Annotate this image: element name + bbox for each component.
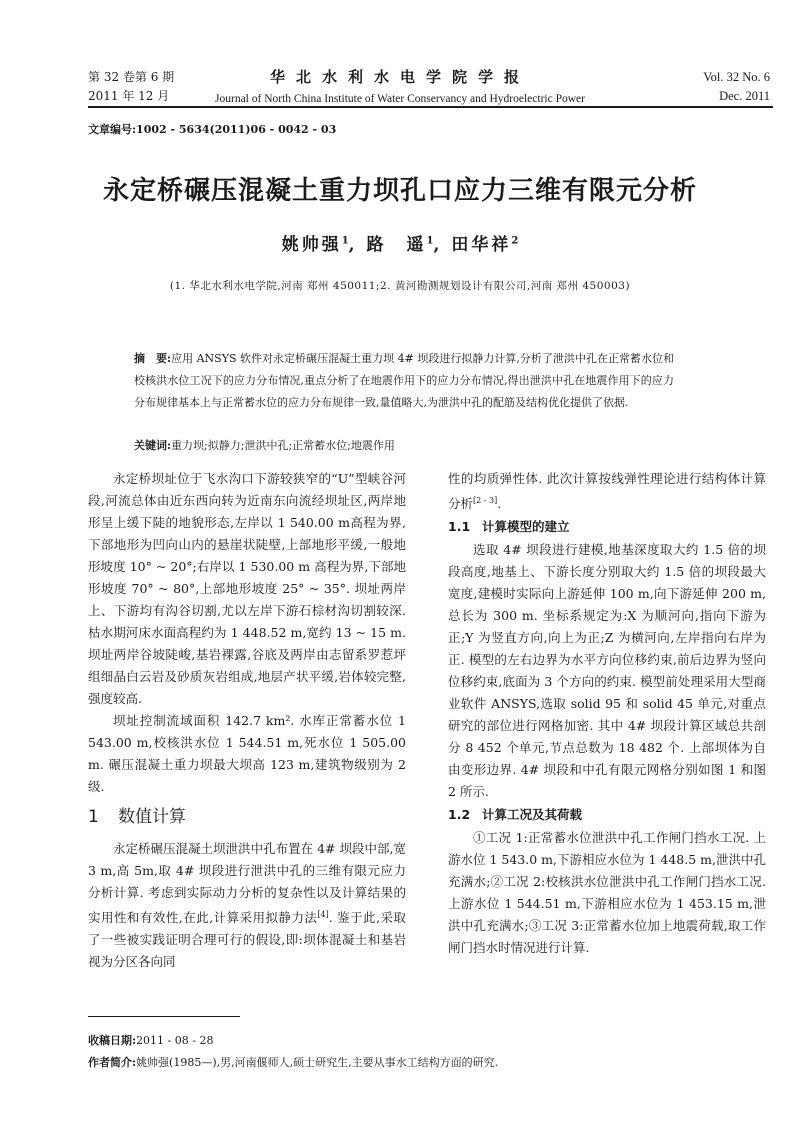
subsection-number: 1.1	[448, 519, 471, 535]
citation: [2 - 3]	[473, 496, 498, 505]
issue-date-en: Dec. 2011	[719, 89, 770, 103]
footnotes	[88, 1030, 498, 1074]
abstract-text: 应用 ANSYS 软件对永定桥碾压混凝土重力坝 4# 坝段进行拟静力计算,分析了泄洪中孔在正常蓄水位和校核洪水位工况下的应力分布情况,重点分析了在地震作用下的应力分布情况,得出泄洪中孔在地震作用下的应力分布规律基本上与正常蓄水位的应力分布规律一致,量值略大,为泄洪中孔的配筋及结构优化提供了依据.	[134, 352, 674, 409]
subsection-title: 计算模型的建立	[482, 519, 570, 535]
received-value: 2011 - 08 - 28	[136, 1034, 214, 1047]
citation: [4]	[317, 910, 329, 919]
bio-label: 作者简介:	[88, 1056, 137, 1069]
issue-date-cn: 2011 年 12 月	[88, 89, 170, 103]
abstract-label: 摘 要:	[134, 352, 172, 365]
keywords	[134, 437, 674, 455]
volume-en: Vol. 32 No. 6	[703, 70, 770, 84]
body-paragraph: 选取 4# 坝段进行建模,地基深度取大约 1.5 倍的坝段高度,地基上、下游长度分别取大约 1.5 倍的坝段最大宽度,建模时实际向上游延伸 100 m,向下游延伸 200 m,总长为 300 m. 坐标系规定为:X 为顺河向,指向下游为正;Y 为竖直方向,向上为正;Z 为横河向,左岸指向右岸为正. 模型的左右边界为水平方向位移约束,前后边界为竖向位移约束,底面为 3 个方向的约束. 模型前处理采用大型商业软件 ANSYS,选取 solid 95 和 solid 45 单元,对重点研究的部位进行网格加密. 其中 4# 坝段计算区域总共剖分 8 452 个单元,节点总数为 18 482 个. 上部坝体为自由变形边界. 4# 坝段和中孔有限元网格分别如图 1 和图 2 所示.	[448, 542, 766, 800]
subsection-heading	[448, 515, 766, 539]
affiliation: (1. 华北水利水电学院,河南 郑州 450011;2. 黄河勘测规划设计有限公司,河南 郑州 450003)	[169, 280, 631, 292]
author-name: 姚帅强	[281, 235, 342, 255]
section-number: 1	[88, 807, 99, 827]
paragraph-text: 永定桥碾压混凝土坝泄洪中孔布置在 4# 坝段中部,宽 3 m,高 5m,取 4# 坝段进行泄洪中孔的三维有限元应力分析计算. 考虑到实际动力分析的复杂性以及计算结果的实用性和有效性,在此,计算采用拟静力法	[88, 841, 406, 926]
body-left-column	[88, 468, 406, 973]
keywords-text: 重力坝;拟静力;泄洪中孔;正常蓄水位;地震作用	[171, 439, 395, 452]
section-title: 数值计算	[118, 807, 186, 827]
header-center	[0, 68, 800, 107]
author-bio	[88, 1052, 498, 1074]
abstract	[134, 348, 674, 414]
footnote-rule	[88, 1016, 240, 1017]
body-right-column	[448, 468, 766, 959]
body-paragraph: 永定桥坝址位于飞水沟口下游较狭窄的“U”型峡谷河段,河流总体由近东西向转为近南东向流经坝址区,两岸地形呈上缓下陡的地貌形态,左岸以 1 540.00 m高程为界,下部地形为凹向山内的悬崖状陡壁,上部地形平缓,一般地形坡度 10° ~ 20°;右岸以 1 530.00 m 高程为界,下部地形坡度 70° ~ 80°,上部地形坡度 25° ~ 35°. 坝址两岸上、下游均有沟谷切割,尤以左岸下游石棕材沟切割较深. 枯水期河床水面高程约为 1 448.52 m,宽约 13 ~ 15 m. 坝址两岸谷坡陡峻,基岩裸露,谷底及两岸由志留系罗惹坪组细晶白云岩及砂质灰岩组成,地层产状平缓,岩体较完整,强度较高.	[88, 471, 406, 706]
header-rule	[88, 106, 773, 108]
header-right	[703, 68, 770, 106]
body-paragraph: 坝址控制流域面积 142.7 km². 水库正常蓄水位 1 543.00 m,校核洪水位 1 544.51 m,死水位 1 505.00 m. 碾压混凝土重力坝最大坝高 123 m,建筑物级别为 2 级.	[88, 713, 406, 794]
paragraph-text: 性的均质弹性体. 此次计算按线弹性理论进行结构体计算分析	[448, 471, 766, 512]
bio-text: 姚帅强(1985—),男,河南偃师人,硕士研究生,主要从事水工结构方面的研究.	[136, 1056, 499, 1069]
journal-name-cn: 华北水利水电学院学报	[269, 68, 530, 86]
paragraph-text: . 鉴于此,采取了一些被实践证明合理可行的假设,即:坝体混凝土和基岩视为分区各向同	[88, 910, 406, 970]
paper-title: 永定桥碾压混凝土重力坝孔口应力三维有限元分析	[102, 176, 697, 206]
article-number: 文章编号:1002 - 5634(2011)06 - 0042 - 03	[88, 123, 337, 136]
received-label: 收稿日期:	[88, 1034, 137, 1047]
received-date	[88, 1030, 498, 1052]
volume-issue: 第 32 卷第 6 期	[88, 70, 175, 84]
author-name: 田华祥	[451, 235, 512, 255]
journal-name-en: Journal of North China Institute of Water Conservancy and Hydroelectric Power	[215, 93, 585, 105]
author-affil-mark: 1	[426, 235, 434, 247]
author-list: 姚帅强$^1$, 路 遥$^1$, 田华祥$^2$	[281, 235, 519, 255]
body-paragraph: ①工况 1:正常蓄水位泄洪中孔工作闸门挡水工况. 上游水位 1 543.0 m,下游相应水位为 1 448.5 m,泄洪中孔充满水;②工况 2:校核洪水位泄洪中孔工作闸门挡水工况. 上游水位 1 544.51 m,下游相应水位为 1 453.15 m,泄洪中孔充满水;③工况 3:正常蓄水位加上地震荷载,取工作闸门挡水时情况进行计算.	[448, 830, 766, 956]
subsection-title: 计算工况及其荷载	[482, 807, 583, 823]
author-name: 路 遥	[366, 235, 427, 255]
subsection-heading	[448, 803, 766, 827]
subsection-number: 1.2	[448, 807, 471, 823]
author-affil-mark: 1	[341, 235, 349, 247]
paragraph-text: .	[497, 496, 502, 512]
author-affil-mark: 2	[511, 235, 519, 247]
keywords-label: 关键词:	[134, 439, 172, 452]
section-heading	[88, 804, 406, 830]
body-paragraph	[88, 838, 406, 973]
body-paragraph	[448, 468, 766, 515]
